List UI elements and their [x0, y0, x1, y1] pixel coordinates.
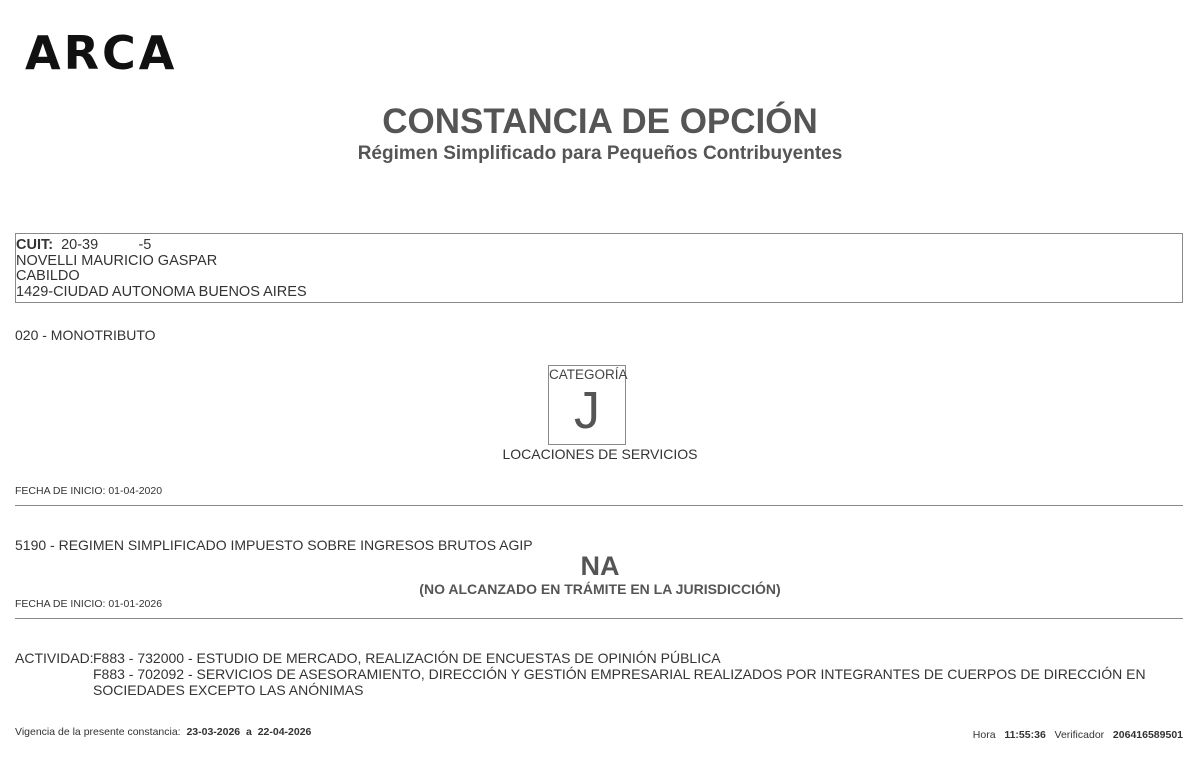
divider — [15, 505, 1183, 506]
page-subtitle: Régimen Simplificado para Pequeños Contribuyentes — [357, 143, 843, 164]
verification-line — [973, 729, 1183, 741]
gross-income-status: NA — [580, 551, 620, 581]
category-value: J — [574, 382, 600, 440]
regime-name: 020 - MONOTRIBUTO — [15, 327, 156, 343]
verifier-label: Verificador — [1054, 729, 1105, 741]
gross-income-status-detail: (NO ALCANZADO EN TRÁMITE EN LA JURISDICCIÓN) — [419, 581, 781, 597]
regime-start-date: FECHA DE INICIO: 01-04-2020 — [15, 485, 163, 497]
category-box — [548, 365, 626, 445]
validity-label: Vigencia de la presente constancia: — [15, 726, 181, 738]
validity-to: 22-04-2026 — [257, 726, 312, 738]
validity-from: 23-03-2026 — [186, 726, 241, 738]
activity-label: ACTIVIDAD: — [15, 650, 94, 666]
activity-item-continuation: SOCIEDADES EXCEPTO LAS ANÓNIMAS — [93, 682, 364, 698]
activity-item: F883 - 732000 - ESTUDIO DE MERCADO, REALIZACIÓN DE ENCUESTAS DE OPINIÓN PÚBLICA — [93, 650, 721, 666]
category-label: CATEGORÍA — [549, 367, 628, 382]
cuit-value: 20-39 -5 — [61, 237, 152, 253]
verifier-value: 206416589501 — [1112, 729, 1183, 741]
page-title: CONSTANCIA DE OPCIÓN — [382, 102, 818, 141]
cuit-label: CUIT: — [16, 237, 54, 253]
gross-income-name: 5190 - REGIMEN SIMPLIFICADO IMPUESTO SOBRE INGRESOS BRUTOS AGIP — [15, 537, 533, 553]
taxpayer-box — [15, 233, 1183, 303]
taxpayer-name: NOVELLI MAURICIO GASPAR — [16, 252, 218, 269]
taxpayer-street: CABILDO — [16, 268, 80, 284]
divider — [15, 618, 1183, 619]
time-label: Hora — [972, 729, 996, 741]
validity-separator: a — [246, 726, 252, 738]
cuit-line — [16, 238, 1182, 254]
taxpayer-city: 1429-CIUDAD AUTONOMA BUENOS AIRES — [16, 283, 307, 300]
category-type: LOCACIONES DE SERVICIOS — [502, 446, 698, 462]
activity-item: F883 - 702092 - SERVICIOS DE ASESORAMIENTO, DIRECCIÓN Y GESTIÓN EMPRESARIAL REALIZADOS POR INTEGRANTES DE CUERPOS DE DIRECCIÓN EN — [93, 666, 1146, 682]
gross-income-start-date: FECHA DE INICIO: 01-01-2026 — [15, 598, 163, 610]
time-value: 11:55:36 — [1004, 729, 1046, 741]
arca-logo: ARCA — [25, 26, 178, 80]
validity-line — [15, 726, 311, 738]
